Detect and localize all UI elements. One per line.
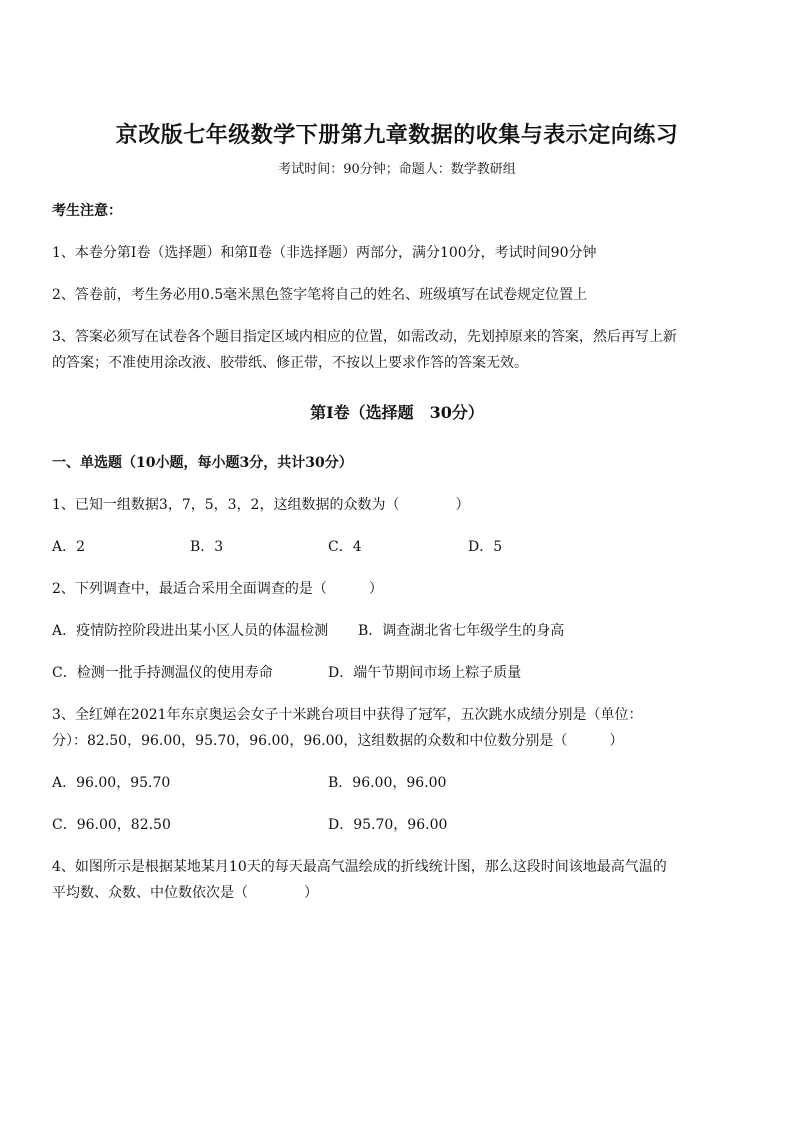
question-1-stem: 1、已知一组数据3，7，5，3，2，这组数据的众数为（ ） bbox=[52, 497, 470, 513]
question-3-option-b: B．96.00，96.00 bbox=[328, 775, 447, 791]
question-2-option-a: A．疫情防控阶段进出某小区人员的体温检测 bbox=[52, 623, 329, 639]
question-2-option-b: B．调查湖北省七年级学生的身高 bbox=[358, 623, 565, 639]
notice-item-2: 2、答卷前，考生务必用0.5毫米黑色签字笔将自己的姓名、班级填写在试卷规定位置上 bbox=[52, 287, 588, 303]
question-2-option-d: D．端午节期间市场上粽子质量 bbox=[328, 665, 522, 681]
question-2-option-c: C．检测一批手持测温仪的使用寿命 bbox=[52, 665, 273, 681]
part-title: 一、单选题（10小题，每小题3分，共计30分） bbox=[52, 455, 353, 471]
question-1-option-a: A．2 bbox=[52, 539, 86, 555]
section-title: 第Ⅰ卷（选择题 30分） bbox=[310, 403, 484, 422]
notice-item-3-cont: 的答案；不准使用涂改液、胶带纸、修正带，不按以上要求作答的答案无效。 bbox=[52, 355, 528, 371]
page-title: 京改版七年级数学下册第九章数据的收集与表示定向练习 bbox=[115, 122, 679, 148]
question-3-stem: 3、全红婵在2021年东京奥运会女子十米跳台项目中获得了冠军，五次跳水成绩分别是（单位： bbox=[52, 707, 643, 723]
question-4-stem: 4、如图所示是根据某地某月10天的每天最高气温绘成的折线统计图，那么这段时间该地最高气温的 bbox=[52, 859, 667, 875]
question-1-option-c: C．4 bbox=[328, 539, 362, 555]
notice-item-1: 1、本卷分第Ⅰ卷（选择题）和第Ⅱ卷（非选择题）两部分，满分100分，考试时间90分钟 bbox=[52, 245, 597, 261]
question-3-option-a: A．96.00，95.70 bbox=[52, 775, 171, 791]
question-3-option-d: D．95.70，96.00 bbox=[328, 817, 448, 833]
question-2-stem: 2、下列调查中，最适合采用全面调查的是（ ） bbox=[52, 581, 383, 597]
notice-heading: 考生注意： bbox=[52, 203, 122, 219]
notice-item-3: 3、答案必须写在试卷各个题目指定区域内相应的位置，如需改动，先划掉原来的答案，然后再写上新 bbox=[52, 329, 677, 345]
question-4-stem-cont: 平均数、众数、中位数依次是（ ） bbox=[52, 885, 318, 901]
question-3-stem-cont: 分）：82.50，96.00，95.70，96.00，96.00，这组数据的众数和中位数分别是（ ） bbox=[52, 733, 624, 749]
question-1-option-d: D．5 bbox=[468, 539, 503, 555]
exam-meta: 考试时间：90分钟；命题人：数学教研组 bbox=[278, 162, 516, 177]
question-3-option-c: C．96.00，82.50 bbox=[52, 817, 171, 833]
question-1-option-b: B．3 bbox=[190, 539, 224, 555]
